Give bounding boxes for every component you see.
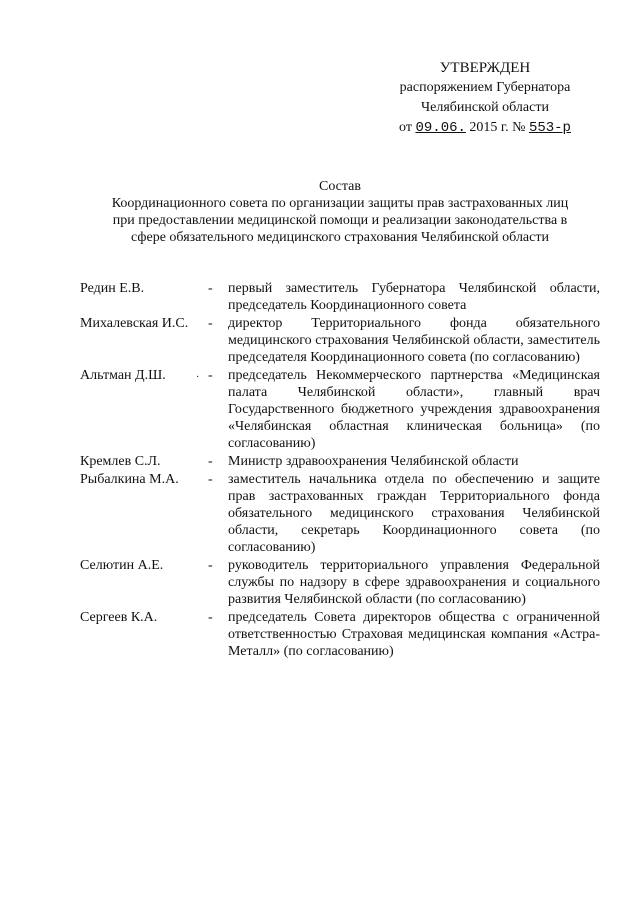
heading-title: Состав	[318, 179, 361, 194]
approval-date-line	[380, 118, 590, 138]
member-row	[80, 280, 600, 314]
member-row	[80, 315, 600, 366]
member-position: первый заместитель Губернатора Челябинской области, председатель Координационного совета	[228, 281, 600, 313]
members-list	[80, 280, 600, 661]
member-dash: -	[208, 281, 213, 296]
member-position: заместитель начальника отдела по обеспечению и защите прав застрахованных граждан Территориального фонда обязательного медицинского страхования Челябинской области, секретарь Координационного совета (по согласованию)	[228, 472, 600, 555]
document-heading	[75, 178, 605, 246]
member-dash: -	[208, 558, 213, 573]
member-name: Альтман Д.Ш.	[80, 368, 166, 383]
member-position: председатель Совета директоров общества с ограниченной ответственностью Страховая медицинская компания «Астра-Металл» (по согласованию)	[228, 610, 600, 659]
member-name: Редин Е.В.	[80, 281, 145, 296]
member-position: директор Территориального фонда обязательного медицинского страхования Челябинской области, заместитель председателя Координационного совета (по согласованию)	[228, 316, 600, 365]
scan-speck: ·	[196, 372, 200, 383]
date-value: 09.06.	[415, 120, 466, 136]
member-row	[80, 471, 600, 556]
member-dash: -	[208, 368, 213, 383]
member-row	[80, 367, 600, 452]
member-position: председатель Некоммерческого партнерства «Медицинская палата Челябинской области», главный врач Государственного бюджетного учреждения здравоохранения «Челябинская областная клиническая больница» (по согласованию)	[228, 368, 600, 451]
member-name: Кремлев С.Л.	[80, 454, 161, 469]
approval-title: УТВЕРЖДЕН	[439, 60, 531, 76]
date-prefix: от	[399, 120, 412, 135]
approval-line-1: распоряжением Губернатора	[399, 80, 571, 95]
approval-line-2: Челябинской области	[421, 100, 549, 115]
order-number: 553-р	[528, 120, 571, 136]
member-dash: -	[208, 316, 213, 331]
approval-stamp	[380, 58, 590, 138]
date-year: 2015 г. №	[469, 120, 526, 135]
member-name: Селютин А.Е.	[80, 558, 164, 573]
member-name: Михалевская И.С.	[80, 316, 189, 331]
member-row	[80, 453, 600, 470]
member-row	[80, 609, 600, 660]
member-position: руководитель территориального управления Федеральной службы по надзору в сфере здравоохранения и социального развития Челябинской области (по согласованию)	[228, 558, 600, 607]
member-name: Сергеев К.А.	[80, 610, 158, 625]
heading-line-2: при предоставлении медицинской помощи и реализации законодательства в	[112, 213, 568, 228]
member-name: Рыбалкина М.А.	[80, 472, 179, 487]
member-position: Министр здравоохранения Челябинской области	[228, 454, 519, 469]
member-row	[80, 557, 600, 608]
member-dash: -	[208, 472, 213, 487]
heading-line-1: Координационного совета по организации защиты прав застрахованных лиц	[111, 196, 569, 211]
heading-line-3: сфере обязательного медицинского страхования Челябинской области	[131, 230, 549, 245]
member-dash: -	[208, 454, 213, 469]
member-dash: -	[208, 610, 213, 625]
